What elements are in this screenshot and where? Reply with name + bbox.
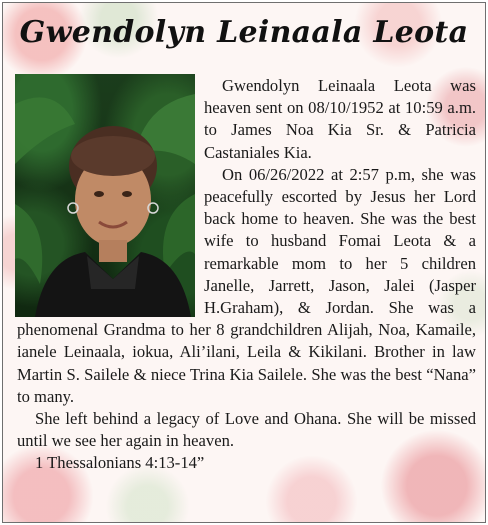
paragraph-passing-and-family: On 06/26/2022 at 2:57 p.m, she was peacefully escorted by Jesus her Lord back home to heaven. She was the best wife to husband Fomai Leota & a remarkable mom to her 5 children Janelle, Jarrett, Jason, Jalei (Jasper H.Graham), & Jordan. She was a phenomenal Grandma to her 8 grandchildren Alijah, Noa, Kamaile, ianele Leinaala, iokua, Ali’ilani, Leila & Kikilani. Brother in law Martin S. Sailele & niece Trina Kia Sailele. She was the best “Nana” to many.	[17, 164, 476, 406]
deceased-name-title: Gwendolyn Leinaala Leota	[19, 15, 469, 50]
obituary-text	[17, 75, 476, 475]
paragraph-birth: Gwendolyn Leinaala Leota was heaven sent on 08/10/1952 at 10:59 a.m. to James Noa Kia Sr. & Patricia Castaniales Kia.	[204, 76, 476, 162]
photo-spacer	[17, 75, 204, 319]
scripture-reference: 1 Thessalonians 4:13-14”	[35, 453, 205, 473]
paragraph-legacy: She left behind a legacy of Love and Ohana. She will be missed until we see her again in heaven.	[17, 409, 476, 451]
obituary-card	[2, 2, 486, 523]
